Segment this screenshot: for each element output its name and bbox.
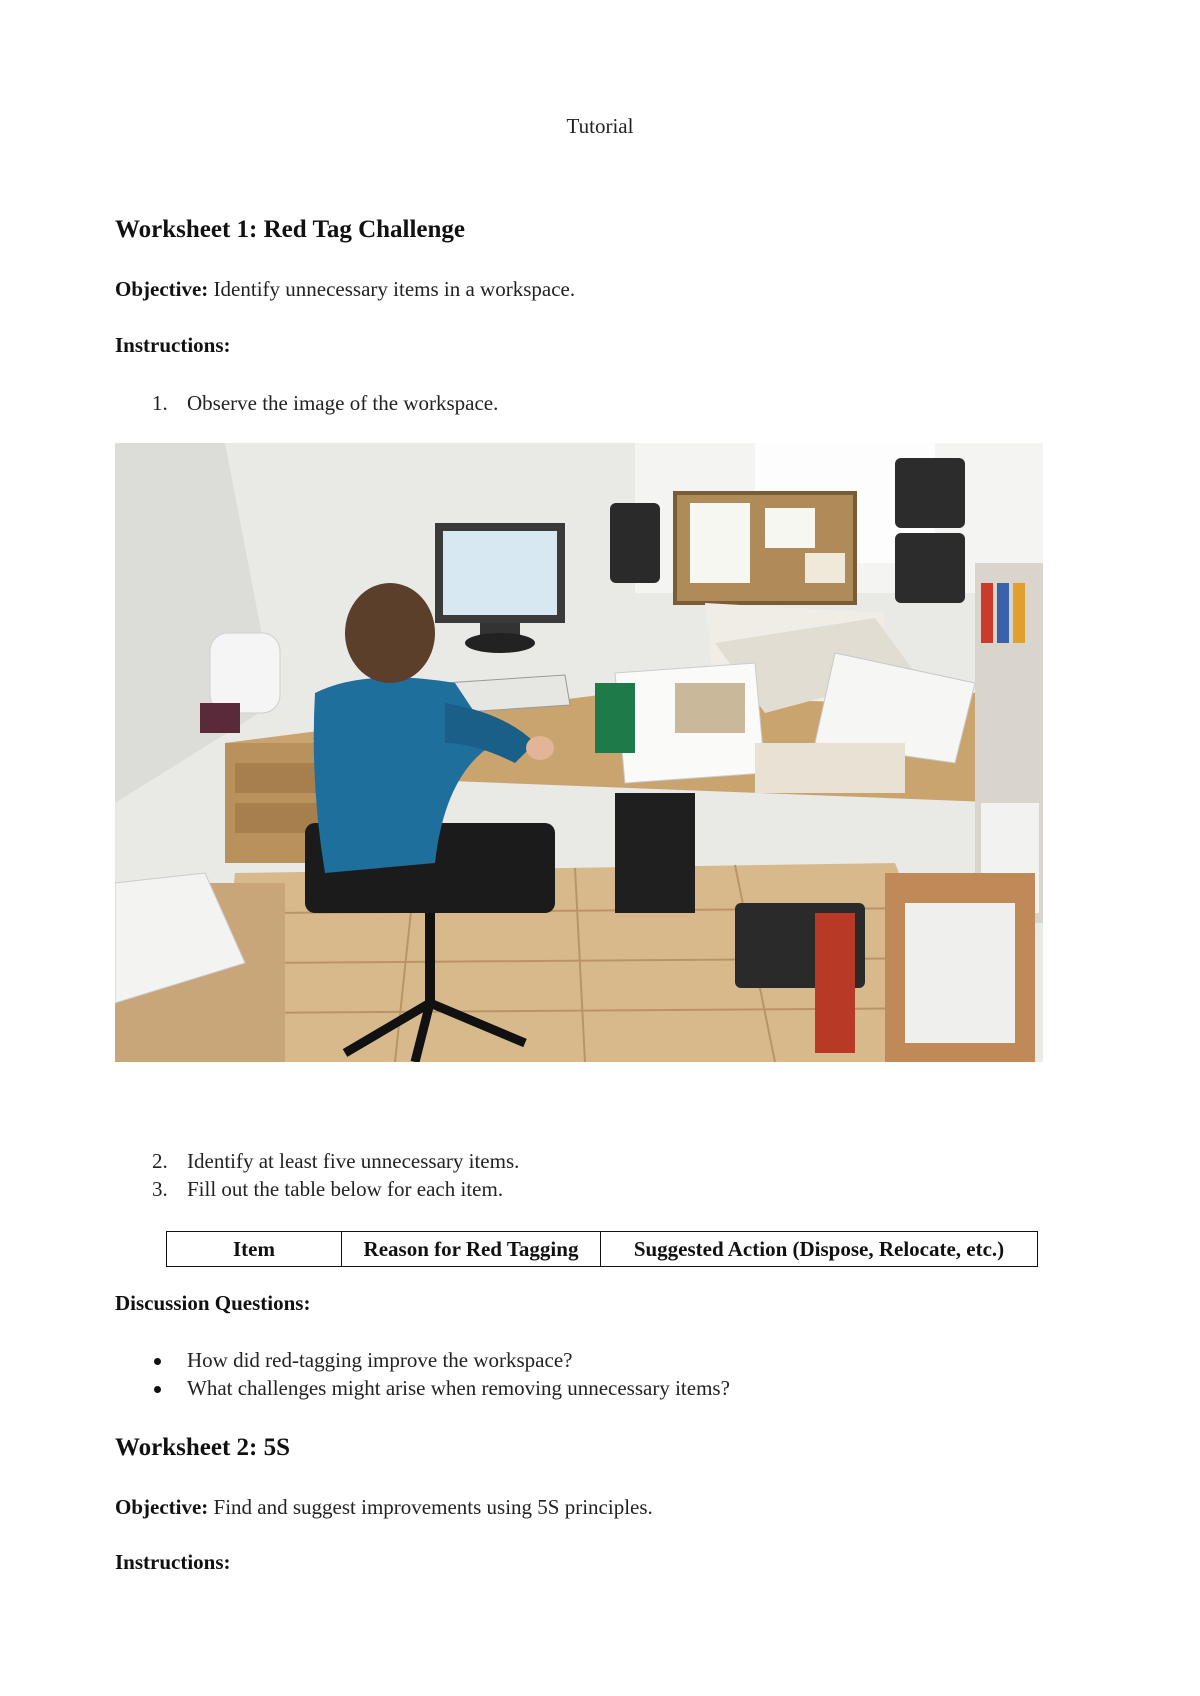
step-text: Identify at least five unnecessary items. xyxy=(187,1149,520,1173)
red-tag-table xyxy=(166,1231,1038,1267)
workspace-photo xyxy=(115,443,1043,1062)
table-header-action: Suggested Action (Dispose, Relocate, etc.) xyxy=(601,1232,1038,1267)
question-text: How did red-tagging improve the workspace? xyxy=(187,1348,573,1372)
instructions-label: Instructions: xyxy=(115,333,231,357)
worksheet2-objective xyxy=(115,1495,653,1520)
bullet-icon xyxy=(154,1386,161,1393)
step-number: 3. xyxy=(152,1177,168,1201)
objective-label: Objective: xyxy=(115,277,209,301)
step-text: Observe the image of the workspace. xyxy=(187,391,499,415)
cluttered-office-photo-icon xyxy=(115,443,1043,1062)
worksheet2-instructions-label xyxy=(115,1550,231,1575)
step-text: Fill out the table below for each item. xyxy=(187,1177,504,1201)
table-header-reason: Reason for Red Tagging xyxy=(342,1232,601,1267)
worksheet2-title: Worksheet 2: 5S xyxy=(115,1434,290,1461)
table-header-row xyxy=(167,1232,1038,1267)
bullet-icon xyxy=(154,1358,161,1365)
step-number: 1. xyxy=(152,391,168,415)
instructions-label: Instructions: xyxy=(115,1550,231,1574)
question-text: What challenges might arise when removing unnecessary items? xyxy=(187,1376,730,1400)
discussion-label xyxy=(115,1291,310,1316)
worksheet1-title: Worksheet 1: Red Tag Challenge xyxy=(115,216,466,243)
worksheet1-objective xyxy=(115,277,575,302)
objective-text: Identify unnecessary items in a workspace. xyxy=(213,277,576,301)
step-number: 2. xyxy=(152,1149,168,1173)
table-header-item: Item xyxy=(167,1232,342,1267)
page-header: Tutorial xyxy=(566,114,634,138)
discussion-label-text: Discussion Questions: xyxy=(115,1291,311,1315)
objective-text: Find and suggest improvements using 5S principles. xyxy=(213,1495,653,1519)
worksheet1-instructions-label xyxy=(115,333,231,358)
objective-label: Objective: xyxy=(115,1495,209,1519)
